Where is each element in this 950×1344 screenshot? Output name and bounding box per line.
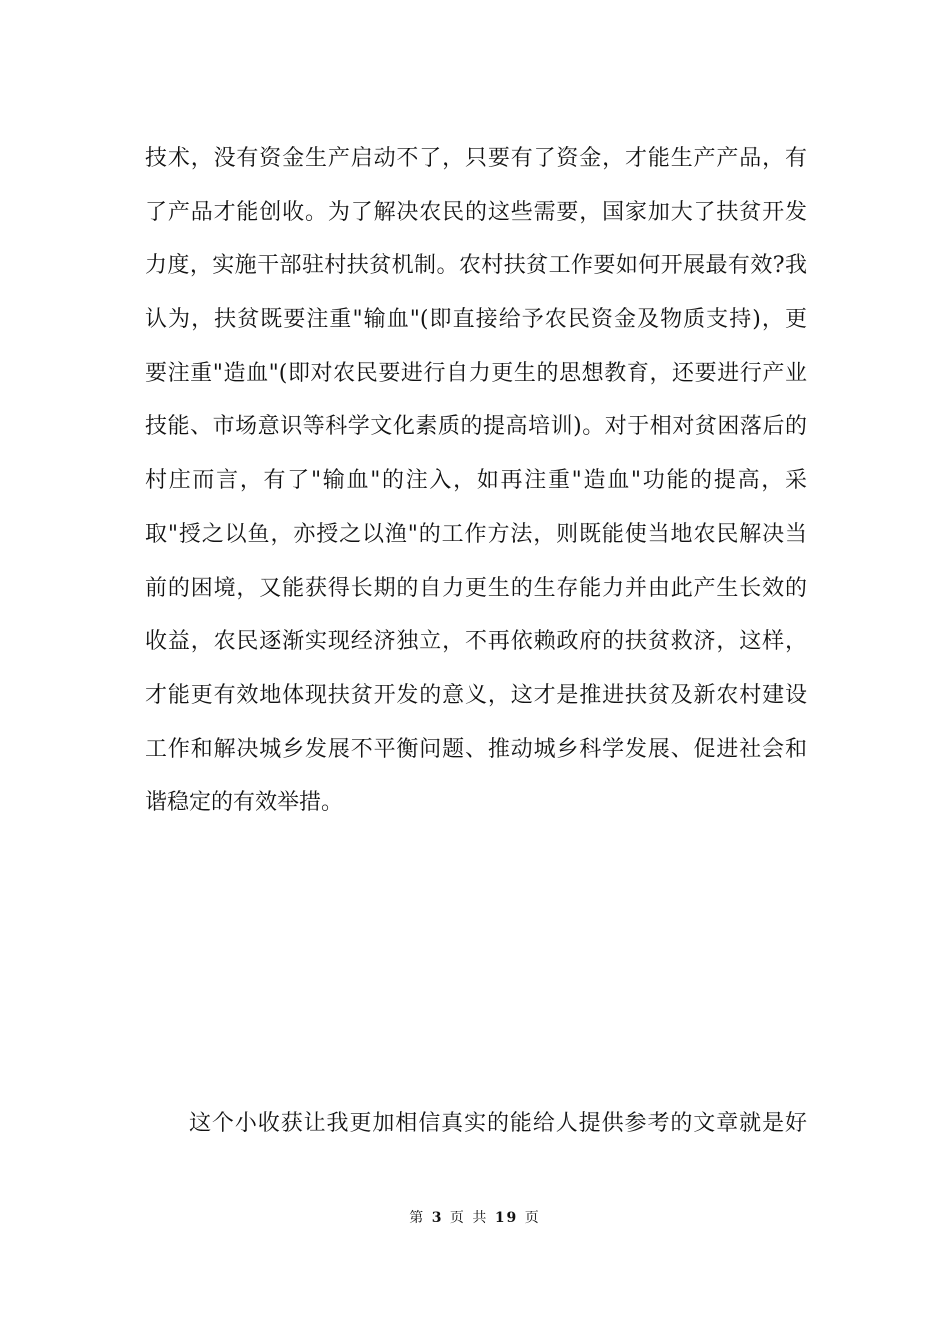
paragraph-2 [145,1097,807,1151]
text-line: 了产品才能创收。为了解决农民的这些需要，国家加大了扶贫开发 [145,199,807,225]
text-line: 前的困境，又能获得长期的自力更生的生存能力并由此产生长效的 [145,575,807,601]
text-line: 要注重"造血"(即对农民要进行自力更生的思想教育，还要进行产业 [145,360,807,386]
total-pages-number: 19 [494,1210,519,1226]
text-line: 谐稳定的有效举措。 [145,790,344,816]
current-page-number: 3 [431,1210,444,1226]
page-footer [0,1207,950,1227]
text-line: 取"授之以鱼，亦授之以渔"的工作方法，则既能使当地农民解决当 [145,521,807,547]
text-line: 力度，实施干部驻村扶贫机制。农村扶贫工作要如何开展最有效?我 [145,253,807,279]
paragraph-1 [145,132,807,830]
text-line: 认为，扶贫既要注重"输血"(即直接给予农民资金及物质支持)，更 [145,307,807,333]
text-line: 才能更有效地体现扶贫开发的意义，这才是推进扶贫及新农村建设 [145,682,807,708]
text-line: 技能、市场意识等科学文化素质的提高培训)。对于相对贫困落后的 [145,414,807,440]
text-line: 工作和解决城乡发展不平衡问题、推动城乡科学发展、促进社会和 [145,736,807,762]
text-line: 收益，农民逐渐实现经济独立，不再依赖政府的扶贫救济，这样， [145,629,807,655]
footer-prefix: 第 [409,1210,426,1226]
footer-suffix: 页 [524,1210,541,1226]
text-line: 技术，没有资金生产启动不了，只要有了资金，才能生产产品，有 [145,146,807,171]
footer-middle: 页 共 [449,1210,489,1226]
text-line: 村庄而言，有了"输血"的注入，如再注重"造血"功能的提高，采 [145,468,807,494]
text-line: 这个小收获让我更加相信真实的能给人提供参考的文章就是好 [189,1111,807,1136]
